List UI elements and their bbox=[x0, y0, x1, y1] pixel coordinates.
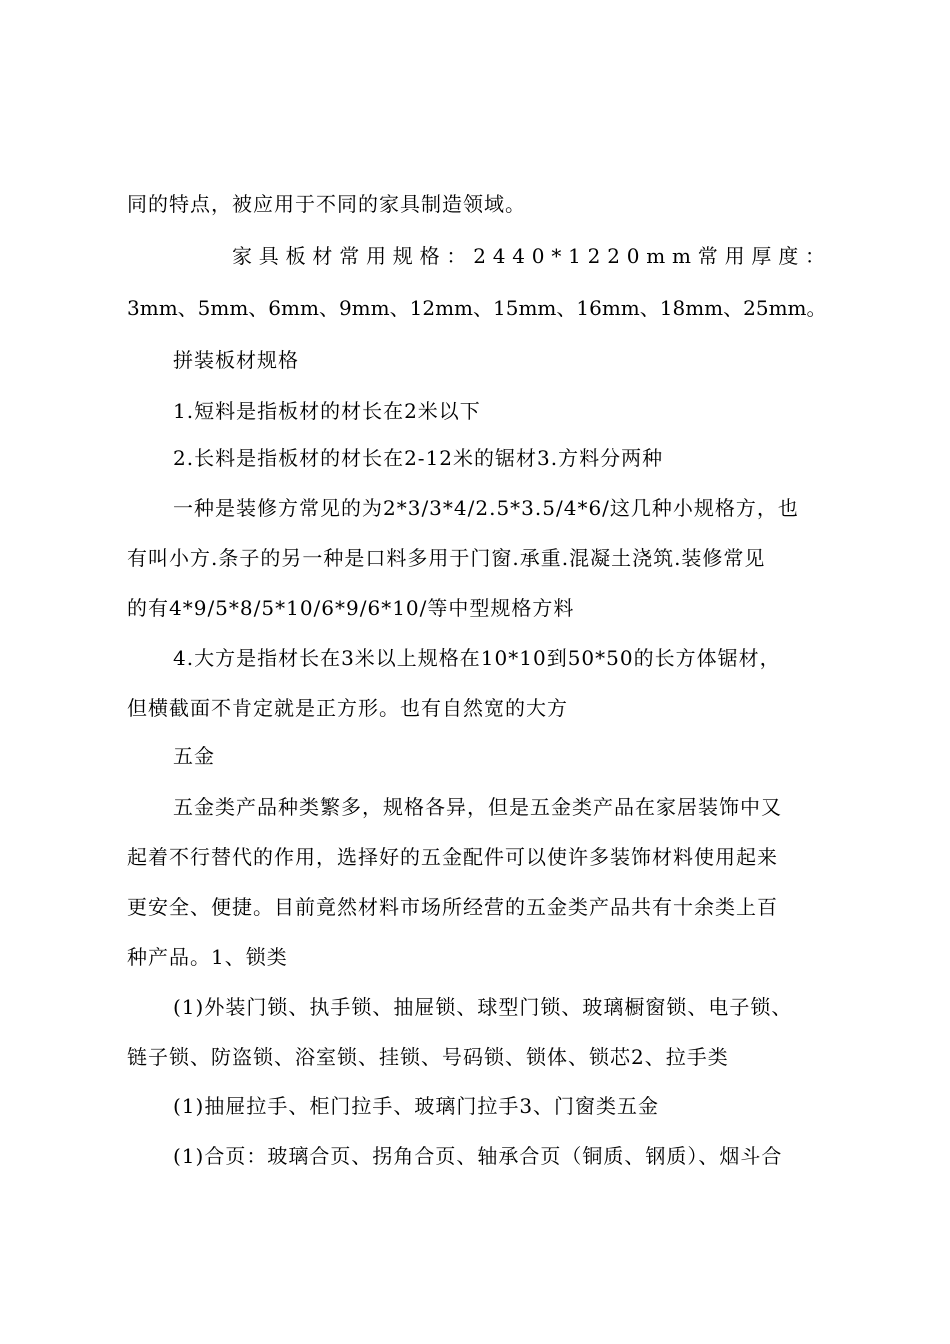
list-item: 2.长料是指板材的材长在2-12米的锯材3.方料分两种 bbox=[173, 446, 664, 470]
text-line: 的有4*9/5*8/5*10/6*9/6*10/等中型规格方料 bbox=[127, 596, 575, 620]
text-line: 一种是装修方常见的为2*3/3*4/2.5*3.5/4*6/这几种小规格方，也 bbox=[173, 496, 799, 520]
text-line: 3mm、5mm、6mm、9mm、12mm、15mm、16mm、18mm、25mm。 bbox=[127, 296, 827, 320]
list-item: 1.短料是指板材的材长在2米以下 bbox=[173, 399, 481, 423]
list-item: (1)抽屉拉手、柜门拉手、玻璃门拉手3、门窗类五金 bbox=[173, 1094, 660, 1118]
list-item: 4.大方是指材长在3米以上规格在10*10到50*50的长方体锯材， bbox=[173, 646, 781, 670]
list-item: (1)合页：玻璃合页、拐角合页、轴承合页（铜质、钢质）、烟斗合 bbox=[173, 1144, 783, 1168]
text-line: 有叫小方.条子的另一种是口料多用于门窗.承重.混凝土浇筑.装修常见 bbox=[127, 546, 766, 570]
section-heading: 拼装板材规格 bbox=[173, 348, 299, 372]
justified-text-line bbox=[0, 242, 950, 270]
justified-text: 家具板材常用规格：2440*1220mm常用厚度： bbox=[232, 244, 826, 268]
text-line: 同的特点，被应用于不同的家具制造领域。 bbox=[127, 192, 526, 216]
list-item: (1)外装门锁、执手锁、抽屉锁、球型门锁、玻璃橱窗锁、电子锁、 bbox=[173, 995, 793, 1019]
text-line: 但横截面不肯定就是正方形。也有自然宽的大方 bbox=[127, 696, 568, 720]
section-heading: 五金 bbox=[173, 744, 215, 768]
text-line: 种产品。1、锁类 bbox=[127, 945, 288, 969]
text-line: 更安全、便捷。目前竟然材料市场所经营的五金类产品共有十余类上百 bbox=[127, 895, 778, 919]
text-line: 链子锁、防盗锁、浴室锁、挂锁、号码锁、锁体、锁芯2、拉手类 bbox=[127, 1045, 729, 1069]
text-line: 五金类产品种类繁多，规格各异，但是五金类产品在家居装饰中又 bbox=[173, 795, 782, 819]
spec-heading-line bbox=[0, 242, 950, 270]
text-line: 起着不行替代的作用，选择好的五金配件可以使许多装饰材料使用起来 bbox=[127, 845, 778, 869]
